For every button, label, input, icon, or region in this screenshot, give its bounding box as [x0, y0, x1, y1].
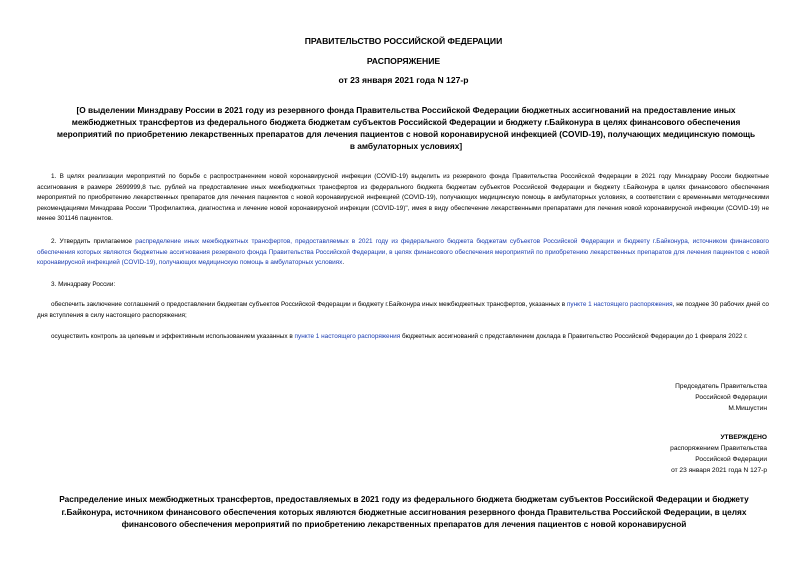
paragraph-3b-prefix: осуществить контроль за целевым и эффективным использованием указанных в	[51, 333, 295, 340]
signature-country: Российской Федерации	[695, 394, 767, 401]
point-1-link-2[interactable]: пункте 1 настоящего распоряжения	[294, 333, 401, 340]
approval-block	[670, 432, 767, 476]
paragraph-3-text: 3. Минздраву России:	[51, 281, 116, 288]
document-title: [О выделении Минздраву России в 2021 году из резервного фонда Правительства Российской Федерации бюджетных ассигнований на предоставление иных межбюджетных трансфертов из федерального бюджета бюджетам субъектов Российской Федерации и бюджету г.Байконура в целях финансового обеспечения мероприятий по приобретению лекарственных препаратов для лечения пациентов с новой коронавирусной инфекцией (COVID-19), получающих медицинскую помощь в амбулаторных условиях]	[56, 105, 756, 151]
government-heading: ПРАВИТЕЛЬСТВО РОССИЙСКОЙ ФЕДЕРАЦИИ	[304, 36, 503, 46]
paragraph-2	[37, 237, 769, 269]
paragraph-3a-prefix: обеспечить заключение соглашений о предоставлении бюджетам субъектов Российской Федерации и бюджету г.Байконура иных межбюджетных трансфертов, указанных в	[51, 301, 567, 308]
approval-by: распоряжением Правительства	[670, 445, 767, 452]
paragraph-3-item-a	[37, 300, 769, 321]
approval-country: Российской Федерации	[695, 456, 767, 463]
signature-position: Председатель Правительства	[675, 383, 767, 390]
paragraph-2-prefix: 2. Утвердить прилагаемое	[51, 238, 136, 245]
paragraph-3-item-b	[37, 332, 769, 343]
document-type-heading: РАСПОРЯЖЕНИЕ	[366, 56, 441, 66]
paragraph-3a-suffix: , не позднее 30 рабочих дней со дня вступления в силу настоящего распоряжения;	[37, 301, 769, 319]
paragraph-3b-suffix: бюджетных ассигнований с представлением доклада в Правительство Российской Федерации до 1 февраля 2022 г.	[400, 333, 748, 340]
date-number-heading: от 23 января 2021 года N 127-р	[338, 75, 469, 85]
signature-name: М.Мишустин	[728, 405, 767, 412]
signature-block	[675, 381, 767, 414]
annex-title: Распределение иных межбюджетных трансфертов, предоставляемых в 2021 году из федерального бюджета бюджетам субъектов Российской Федерации и бюджету г.Байконура, источником финансового обеспечения которых являются бюджетные ассигнования резервного фонда Правительства Российской Федерации, в целях финансового обеспечения мероприятий по приобретению лекарственных препаратов для лечения пациентов с новой коронавирусной	[59, 494, 749, 529]
distribution-link[interactable]: распределение иных межбюджетных трансфертов, предоставляемых в 2021 году из федерального бюджета бюджетам субъектов Российской Федерации и бюджету г.Байконура, источником финансового обеспечения которых являются бюджетные ассигнования резервного фонда Правительства Российской Федерации, в целях финансового обеспечения мероприятий по приобретению лекарственных препаратов для лечения пациентов с новой коронавирусной инфекцией (COVID-19), получающих медицинскую помощь в амбулаторных условиях	[37, 238, 769, 266]
paragraph-2-suffix: .	[342, 259, 345, 266]
approval-stamp: УТВЕРЖДЕНО	[720, 434, 767, 441]
paragraph-1-text: 1. В целях реализации мероприятий по борьбе с распространением новой коронавирусной инфекции (COVID-19) выделить из резервного фонда Правительства Российской Федерации в 2021 году Минздраву России бюджетные ассигнования в размере 2699999,8 тыс. рублей на предоставление иных межбюджетных трансфертов из федерального бюджета бюджетам субъектов Российской Федерации и бюджету г.Байконура в целях финансового обеспечения мероприятий по приобретению лекарственных препаратов для лечения пациентов с новой коронавирусной инфекцией (COVID-19), получающих медицинскую помощь в амбулаторных условиях, в соответствии с временными методическими рекомендациями Минздрава России "Профилактика, диагностика и лечение новой коронавирусной инфекции (COVID-19)", имея в виду обеспечение лекарственными препаратами для лечения новой коронавирусной инфекции (COVID-19) не менее 301146 пациентов.	[37, 173, 769, 222]
paragraph-1	[37, 172, 769, 225]
approval-date: от 23 января 2021 года N 127-р	[671, 467, 767, 474]
paragraph-3	[37, 280, 769, 291]
point-1-link[interactable]: пункте 1 настоящего распоряжения	[566, 301, 673, 308]
